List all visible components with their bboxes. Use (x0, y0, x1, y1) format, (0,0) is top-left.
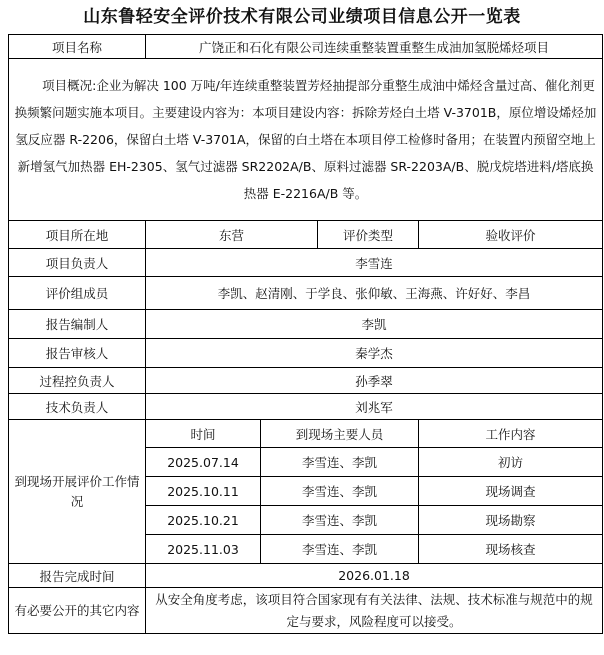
row-project-leader (9, 249, 603, 277)
tech-leader-label: 技术负责人 (9, 394, 146, 420)
visit-time: 2025.10.21 (146, 506, 261, 535)
site-visits-header-staff: 到现场主要人员 (261, 420, 419, 448)
row-project-name (9, 35, 603, 59)
visit-content: 初访 (419, 448, 603, 477)
site-visits-header-row (9, 420, 603, 448)
process-controller-label: 过程控负责人 (9, 368, 146, 394)
page-title: 山东鲁轻安全评价技术有限公司业绩项目信息公开一览表 (83, 7, 521, 27)
row-overview (9, 59, 603, 221)
row-report-author (9, 310, 603, 339)
visit-content: 现场勘察 (419, 506, 603, 535)
visit-content: 现场核查 (419, 535, 603, 564)
visit-staff: 李雪连、李凯 (261, 535, 419, 564)
row-report-reviewer (9, 339, 603, 368)
row-tech-leader (9, 394, 603, 420)
project-name-label: 项目名称 (9, 35, 146, 59)
site-visits-label: 到现场开展评价工作情况 (9, 420, 146, 564)
other-info-value: 从安全角度考虑，该项目符合国家现有有关法律、法规、技术标准与规范中的规定与要求，风险程度可以接受。 (146, 588, 603, 634)
overview-text: 企业为解决 100 万吨/年连续重整装置芳烃抽提部分重整生成油中烯烃含量过高、催化剂更换频繁问题实施本项目。主要建设内容为：本项目建设内容：拆除芳烃白土塔 V-3701B，原位增设烯烃加氢反应器 R-2206，保留白土塔 V-3701A，保留的白土塔在本项目停工检修时备用；在装置内预留空地上新增氢气加热器 EH-2305、氢气过滤器 SR2202A/B、原料过滤器 SR-2203A/B、脱戊烷塔进料/塔底换热器 E-2216A/B 等。 (14, 78, 597, 201)
location-label: 项目所在地 (9, 221, 146, 249)
project-leader-label: 项目负责人 (9, 249, 146, 277)
visit-time: 2025.07.14 (146, 448, 261, 477)
report-reviewer-label: 报告审核人 (9, 339, 146, 368)
visit-staff: 李雪连、李凯 (261, 448, 419, 477)
completion-label: 报告完成时间 (9, 564, 146, 588)
report-author-label: 报告编制人 (9, 310, 146, 339)
visit-content: 现场调查 (419, 477, 603, 506)
eval-type-label: 评价类型 (318, 221, 419, 249)
other-info-label: 有必要公开的其它内容 (9, 588, 146, 634)
project-info-table (8, 34, 603, 634)
project-overview (9, 59, 603, 221)
location-value: 东营 (146, 221, 318, 249)
row-team (9, 277, 603, 310)
row-location (9, 221, 603, 249)
report-reviewer-value: 秦学杰 (146, 339, 603, 368)
visit-staff: 李雪连、李凯 (261, 477, 419, 506)
project-name-value: 广饶正和石化有限公司连续重整装置重整生成油加氢脱烯烃项目 (146, 35, 603, 59)
overview-label: 项目概况: (42, 78, 97, 93)
team-value: 李凯、赵清刚、于学良、张仰敏、王海燕、许好好、李昌 (146, 277, 603, 310)
visit-staff: 李雪连、李凯 (261, 506, 419, 535)
row-completion (9, 564, 603, 588)
completion-value: 2026.01.18 (146, 564, 603, 588)
visit-time: 2025.11.03 (146, 535, 261, 564)
eval-type-value: 验收评价 (419, 221, 603, 249)
site-visits-header-time: 时间 (146, 420, 261, 448)
tech-leader-value: 刘兆军 (146, 394, 603, 420)
row-process-controller (9, 368, 603, 394)
team-label: 评价组成员 (9, 277, 146, 310)
site-visits-header-content: 工作内容 (419, 420, 603, 448)
project-leader-value: 李雪连 (146, 249, 603, 277)
report-author-value: 李凯 (146, 310, 603, 339)
process-controller-value: 孙季翠 (146, 368, 603, 394)
visit-time: 2025.10.11 (146, 477, 261, 506)
row-other-info (9, 588, 603, 634)
